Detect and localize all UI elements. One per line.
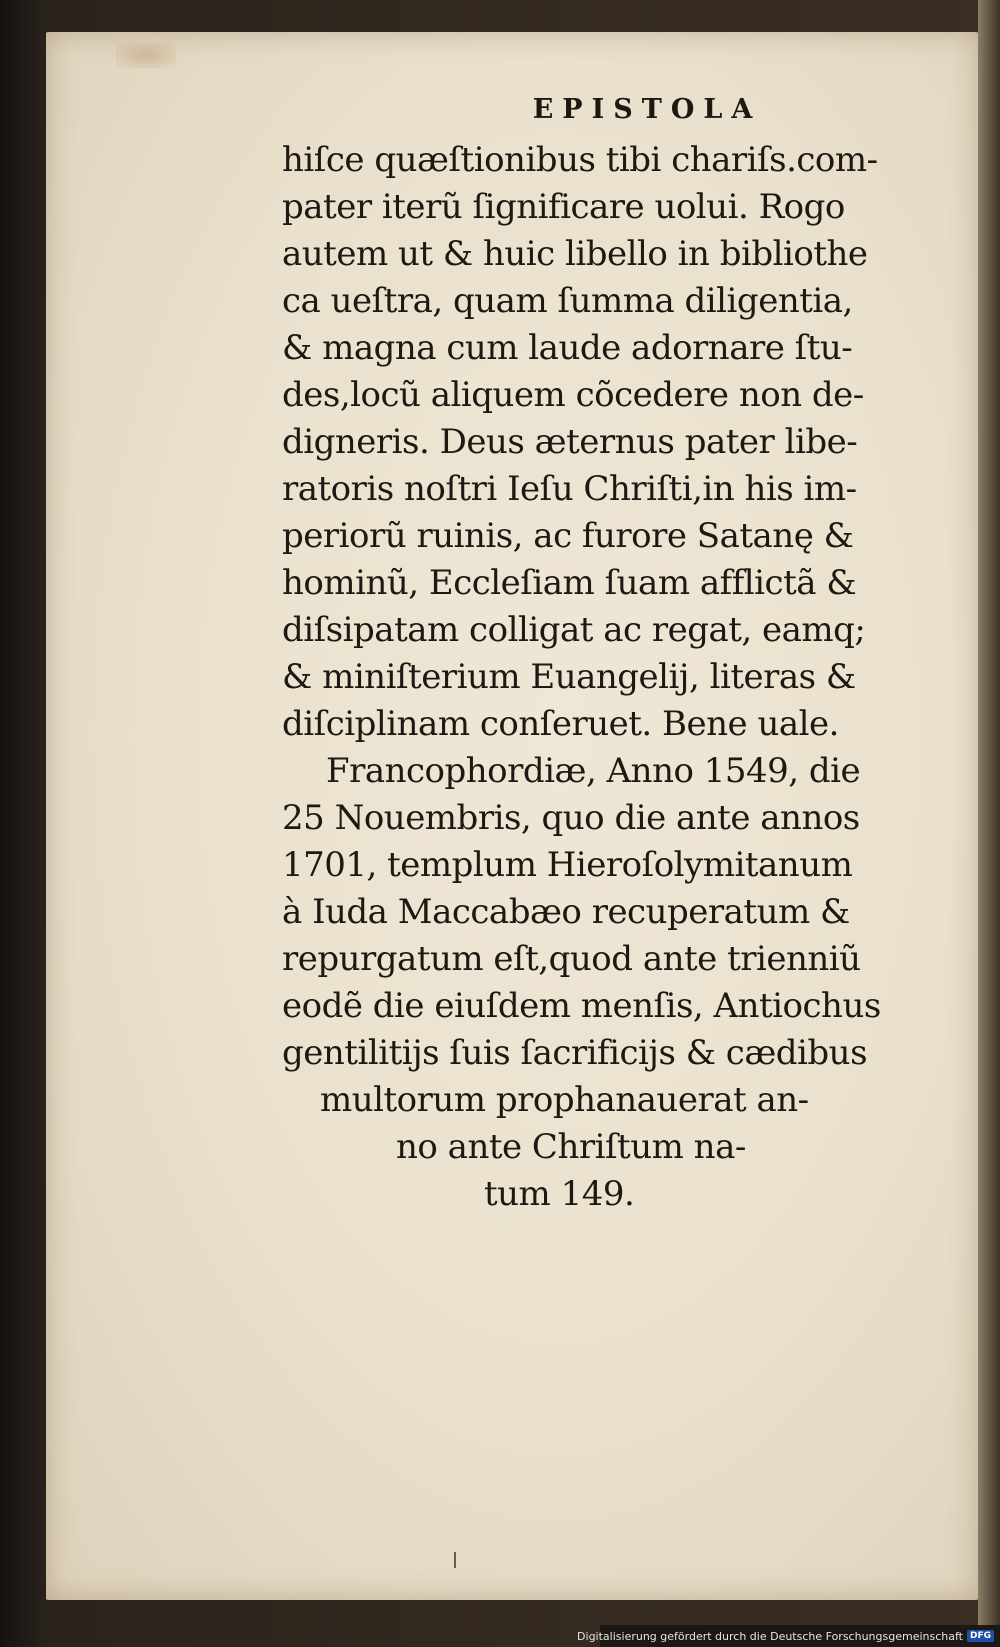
text-line: tum 149. (484, 1174, 635, 1214)
text-line: diſciplinam conſeruet. Bene uale. (282, 704, 839, 744)
text-line: gentilitijs ſuis ſacrificijs & cædibus (282, 1033, 868, 1073)
book-binding-edge (0, 0, 48, 1647)
running-head: EPISTOLA (532, 94, 762, 125)
text-line: ca ueſtra, quam ſumma diligentia, (282, 281, 853, 321)
text-line: repurgatum eſt,quod ante trienniũ (282, 939, 861, 979)
text-line: à Iuda Maccabæo recuperatum & (282, 892, 850, 932)
text-line: & miniſterium Euangelij, literas & (282, 657, 856, 697)
text-line: hominũ, Eccleſiam ſuam afflictã & (282, 563, 857, 603)
text-line: diſsipatam colligat ac regat, eamq; (282, 610, 866, 650)
text-line: des,locũ aliquem cõcedere non de- (282, 375, 864, 415)
text-line: 25 Nouembris, quo die ante annos (282, 798, 860, 838)
text-line: hiſce quæſtionibus tibi chariſs.com- (282, 140, 878, 180)
text-line: Francophordiæ, Anno 1549, die (326, 751, 861, 791)
paper-page (46, 32, 978, 1600)
text-line: pater iterũ ſignificare uolui. Rogo (282, 187, 845, 227)
footer-credit: Digitalisierung gefördert durch die Deutsche Forschungsgemeinschaft (577, 1629, 963, 1643)
paper-stain (116, 42, 176, 68)
text-line: ratoris noſtri Ieſu Chriſti,in his im- (282, 469, 857, 509)
digitization-footer (577, 1625, 1000, 1647)
dfg-logo: DFG (967, 1630, 994, 1642)
text-line: & magna cum laude adornare ſtu- (282, 328, 853, 368)
text-line: autem ut & huic libello in bibliothe (282, 234, 868, 274)
page-fore-edge (978, 0, 1000, 1647)
page-mark (454, 1552, 456, 1568)
text-line: periorũ ruinis, ac furore Satanę & (282, 516, 854, 556)
text-line: no ante Chriſtum na- (396, 1127, 746, 1167)
text-line: digneris. Deus æternus pater libe- (282, 422, 858, 462)
text-line: 1701, templum Hieroſolymitanum (282, 845, 853, 885)
text-line: eodẽ die eiuſdem menſis, Antiochus (282, 986, 881, 1026)
text-block (282, 94, 922, 1218)
text-line: multorum prophanauerat an- (320, 1080, 809, 1120)
